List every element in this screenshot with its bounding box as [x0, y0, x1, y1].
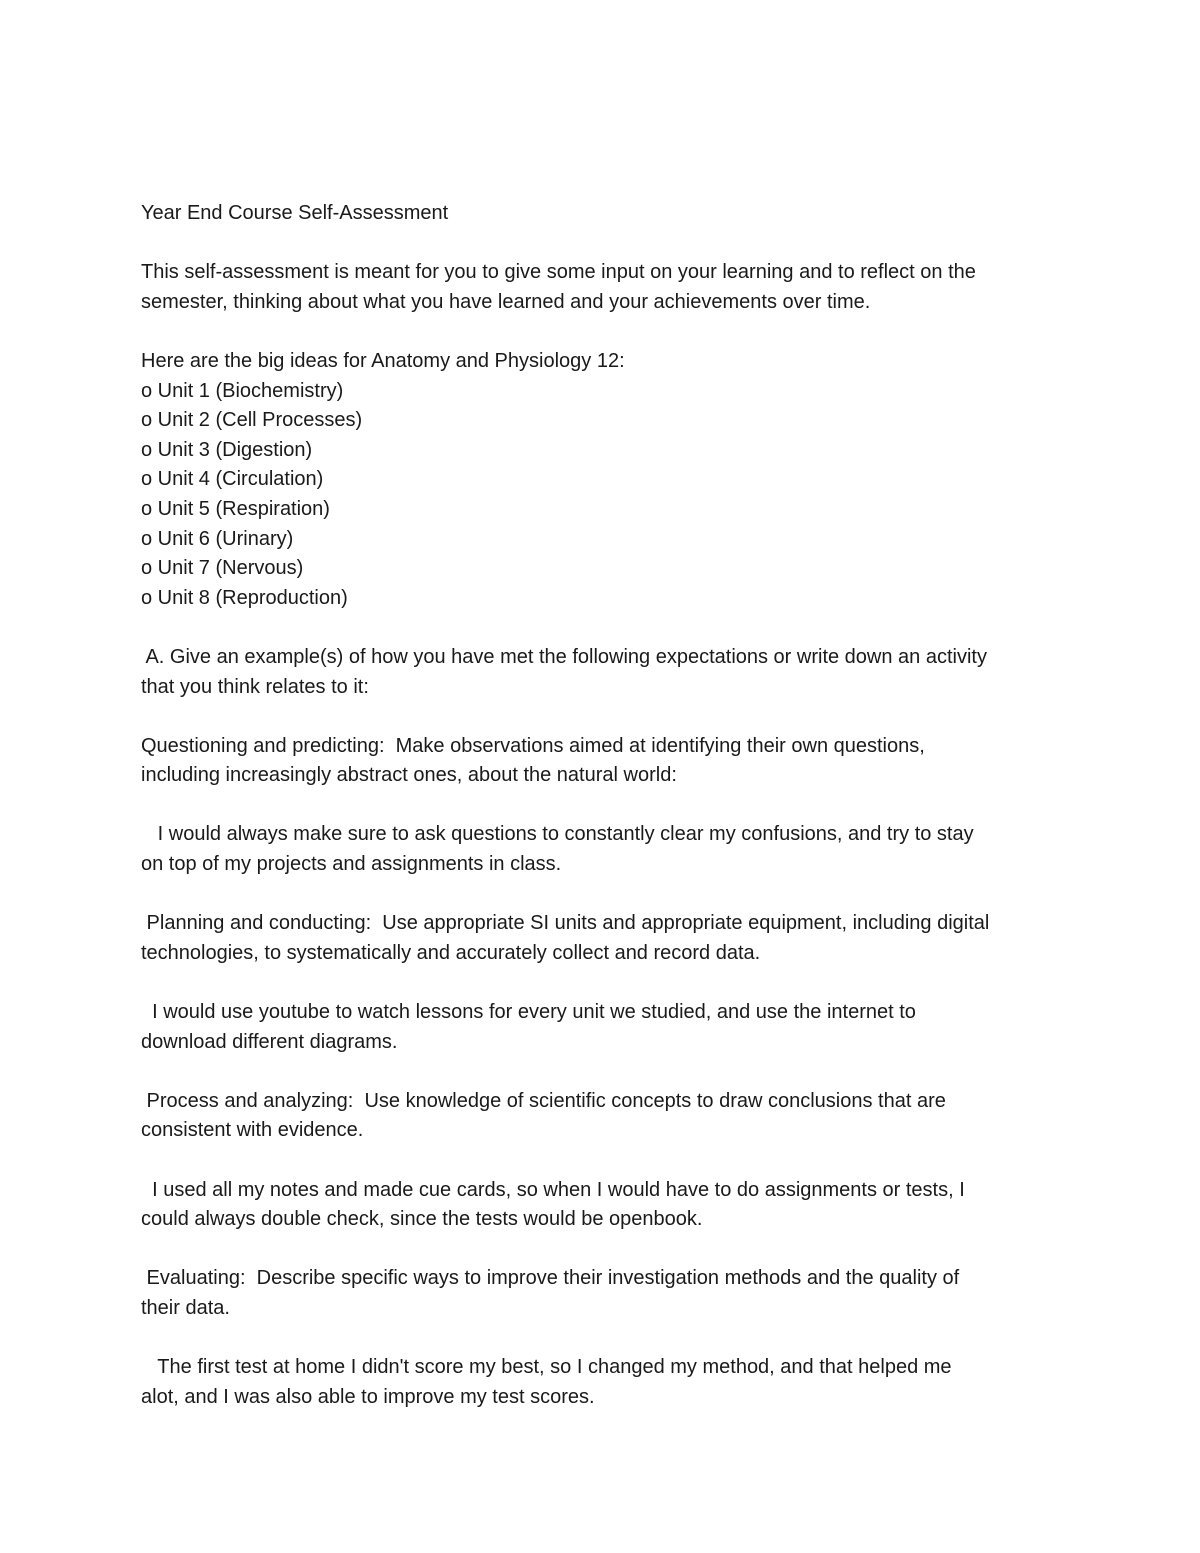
list-item [141, 584, 1071, 614]
questioning-prompt: including increasingly abstract ones, about the natural world: [141, 764, 677, 787]
document-page [141, 199, 1071, 1412]
unit-label: Unit 2 (Cell Processes) [152, 409, 363, 432]
bullet-marker: o [141, 409, 153, 432]
paragraph-gap [141, 317, 1071, 347]
list-item [141, 495, 1071, 525]
intro-text-line: semester, thinking about what you have learned and your achievements over time. [141, 290, 871, 313]
bullet-marker: o [141, 527, 153, 550]
bullet-marker: o [141, 438, 153, 461]
list-item [141, 525, 1071, 555]
bullet-marker: o [141, 497, 153, 520]
list-item [141, 436, 1071, 466]
section-a-heading: that you think relates to it: [141, 675, 369, 698]
paragraph-gap [141, 1146, 1071, 1176]
big-ideas-heading: Here are the big ideas for Anatomy and Physiology 12: [141, 349, 625, 372]
evaluating-answer: The first test at home I didn't score my best, so I changed my method, and that helped me [141, 1356, 952, 1379]
unit-label: Unit 4 (Circulation) [152, 468, 324, 491]
unit-label: Unit 6 (Urinary) [152, 527, 294, 550]
section-a-heading: A. Give an example(s) of how you have met the following expectations or write down an activity [141, 645, 987, 668]
paragraph-gap [141, 880, 1071, 910]
paragraph-gap [141, 968, 1071, 998]
list-item [141, 554, 1071, 584]
paragraph-gap [141, 229, 1071, 259]
planning-prompt: Planning and conducting: Use appropriate SI units and appropriate equipment, including digital [141, 912, 990, 935]
processing-prompt: consistent with evidence. [141, 1119, 364, 1142]
list-item [141, 465, 1071, 495]
bullet-marker: o [141, 586, 153, 609]
unit-label: Unit 5 (Respiration) [152, 497, 330, 520]
evaluating-answer: alot, and I was also able to improve my test scores. [141, 1385, 595, 1408]
intro-text-line: This self-assessment is meant for you to give some input on your learning and to reflect on the [141, 261, 976, 284]
evaluating-prompt: Evaluating: Describe specific ways to improve their investigation methods and the quality of [141, 1267, 960, 1290]
planning-prompt: technologies, to systematically and accurately collect and record data. [141, 941, 761, 964]
unit-label: Unit 1 (Biochemistry) [152, 379, 344, 402]
planning-answer: I would use youtube to watch lessons for every unit we studied, and use the internet to [141, 1001, 916, 1024]
unit-label: Unit 7 (Nervous) [152, 557, 304, 580]
paragraph-gap [141, 1235, 1071, 1265]
processing-answer: could always double check, since the tests would be openbook. [141, 1208, 703, 1231]
bullet-marker: o [141, 557, 153, 580]
questioning-answer: on top of my projects and assignments in class. [141, 853, 562, 876]
units-list [141, 377, 1071, 614]
questioning-answer: I would always make sure to ask questions to constantly clear my confusions, and try to stay [141, 823, 974, 846]
paragraph-gap [141, 791, 1071, 821]
unit-label: Unit 3 (Digestion) [152, 438, 313, 461]
unit-label: Unit 8 (Reproduction) [152, 586, 348, 609]
questioning-prompt: Questioning and predicting: Make observations aimed at identifying their own questions, [141, 734, 925, 757]
paragraph-gap [141, 702, 1071, 732]
planning-answer: download different diagrams. [141, 1030, 398, 1053]
paragraph-gap [141, 1057, 1071, 1087]
list-item [141, 406, 1071, 436]
list-item [141, 377, 1071, 407]
bullet-marker: o [141, 468, 153, 491]
document-title: Year End Course Self-Assessment [141, 202, 449, 224]
paragraph-gap [141, 1324, 1071, 1354]
paragraph-gap [141, 613, 1071, 643]
bullet-marker: o [141, 379, 153, 402]
processing-answer: I used all my notes and made cue cards, so when I would have to do assignments or tests, I [141, 1178, 965, 1201]
evaluating-prompt: their data. [141, 1296, 230, 1319]
processing-prompt: Process and analyzing: Use knowledge of scientific concepts to draw conclusions that are [141, 1089, 946, 1112]
